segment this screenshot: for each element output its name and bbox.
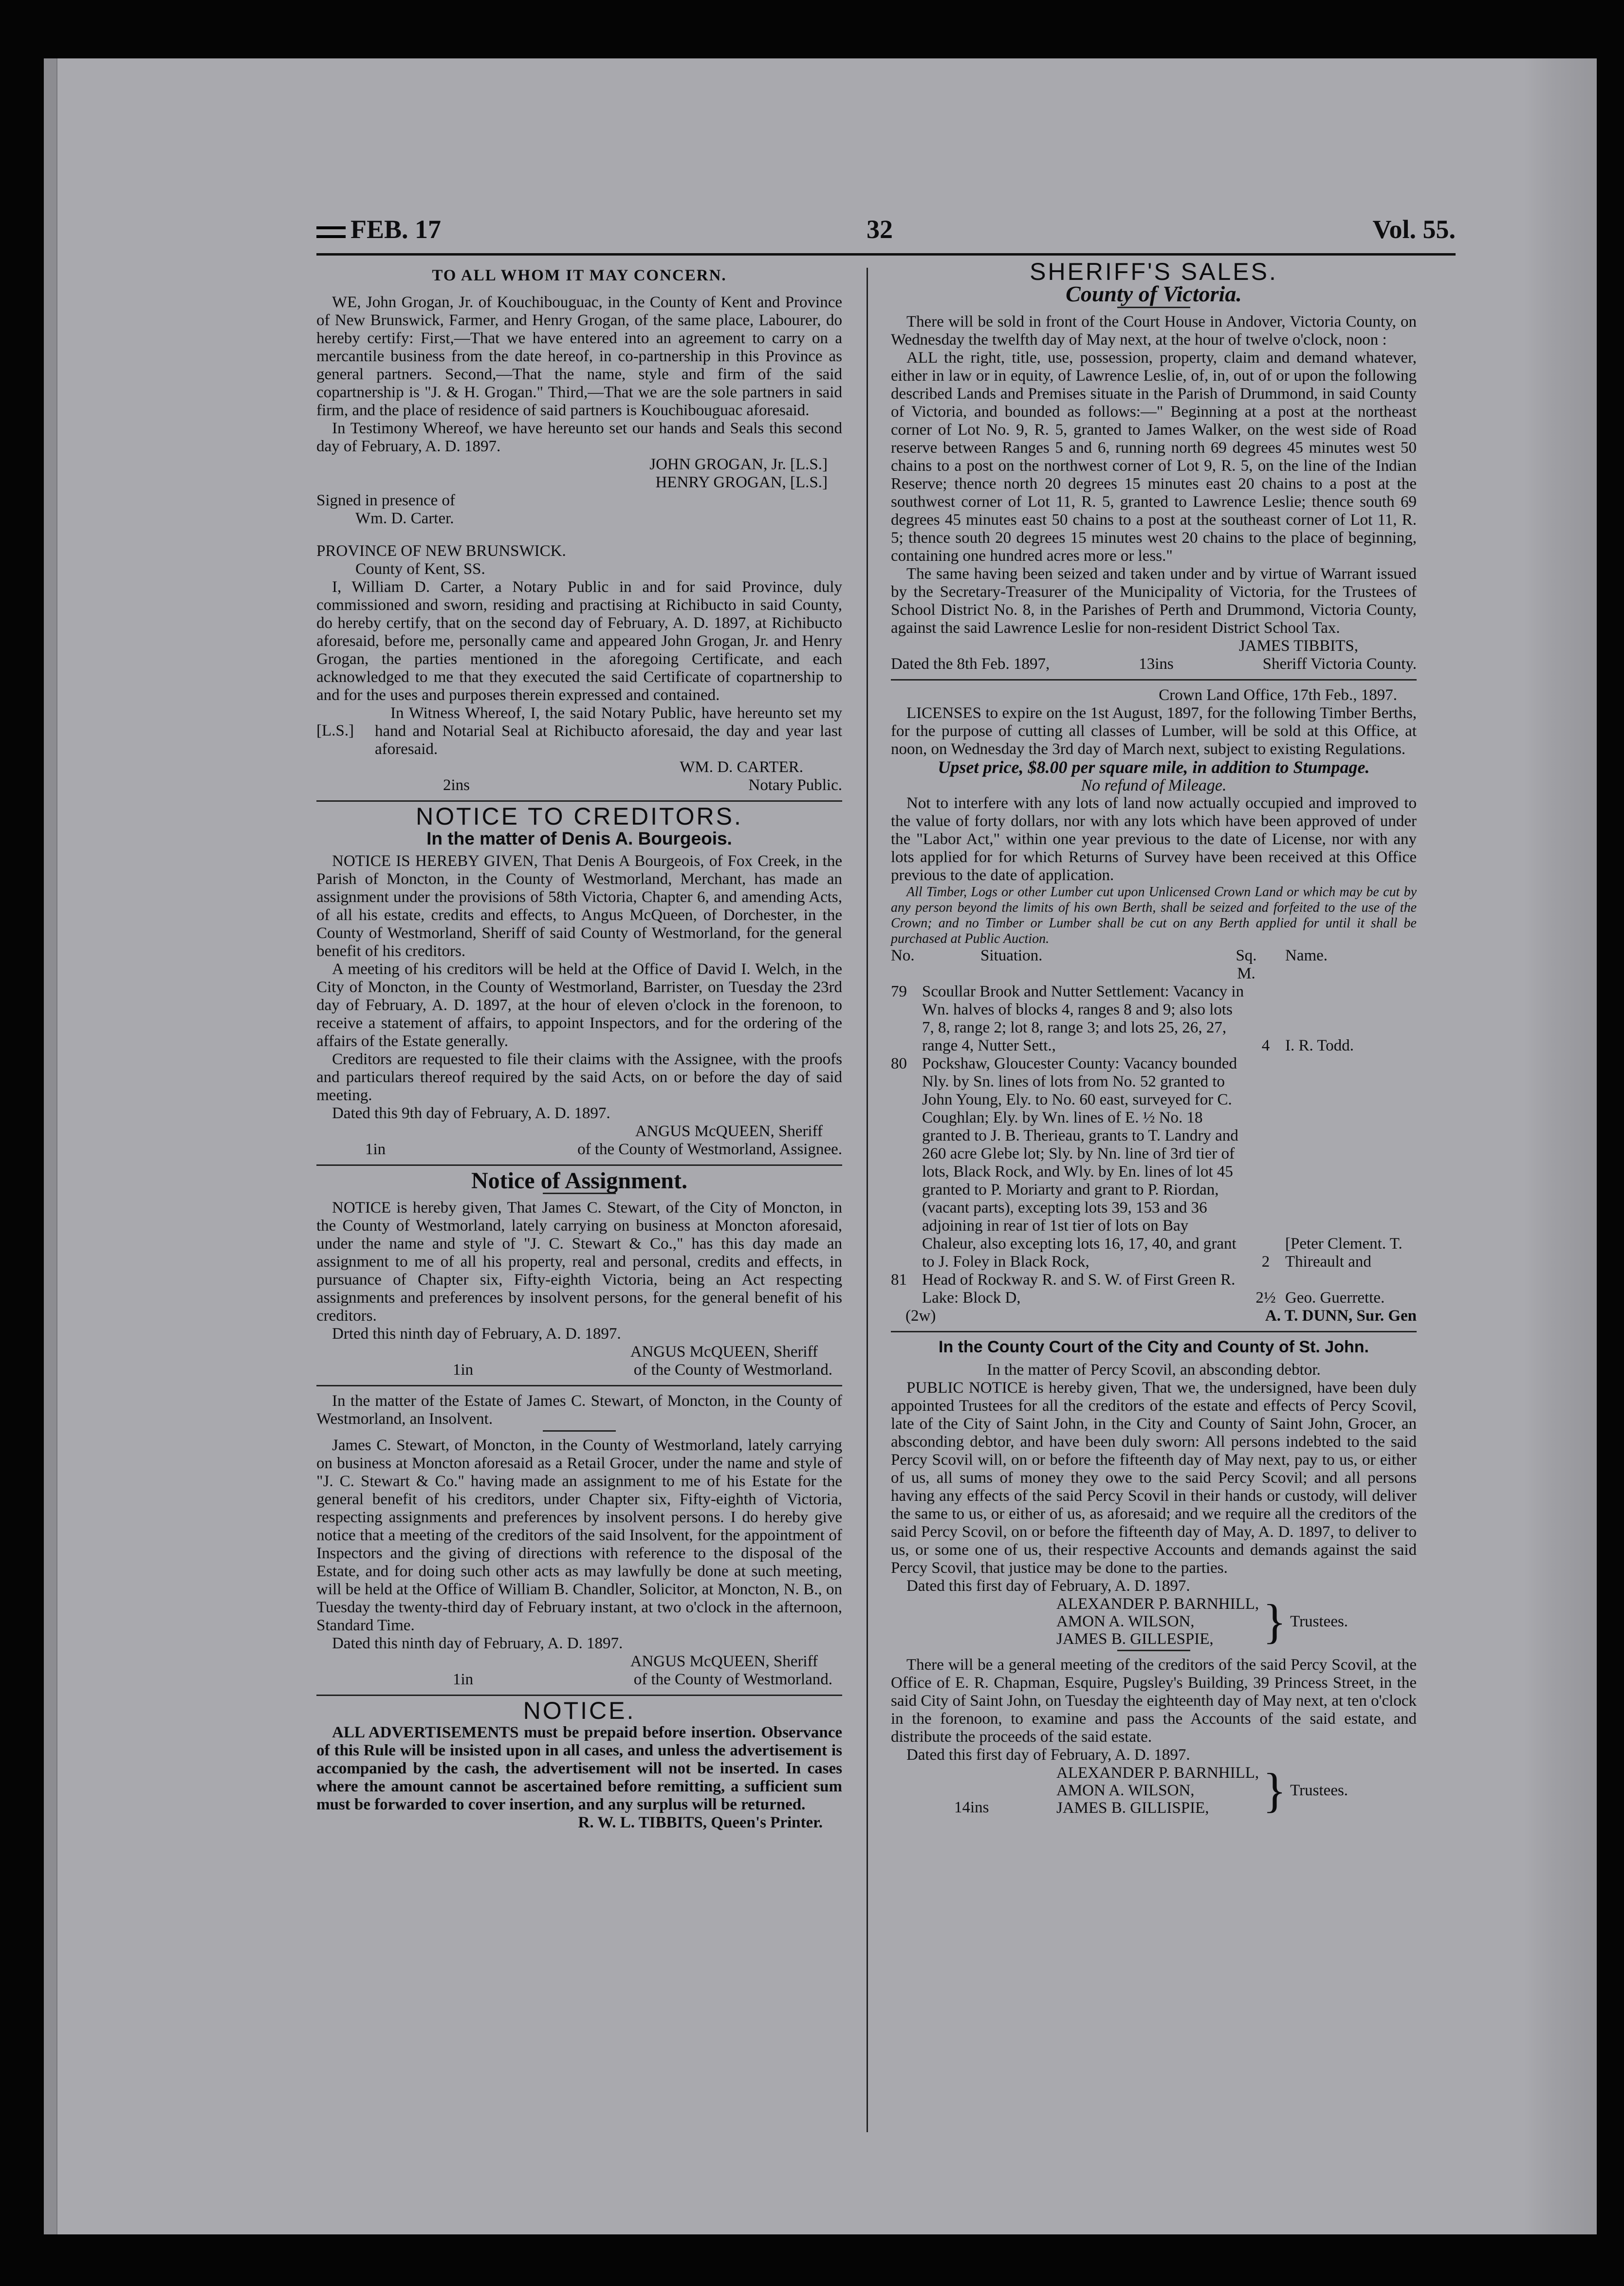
row-name: I. R. Todd. [1285,1037,1354,1054]
assignment-dated: Drted this ninth day of February, A. D. 1897. [332,1325,621,1343]
grogan-province: PROVINCE OF NEW BRUNSWICK. [316,542,566,560]
row-no: 81 [891,1271,907,1289]
crown-sig-footer [891,1307,1417,1325]
row-situation: Scoullar Brook and Nutter Settlement: Vacancy in Wn. halves of blocks 4, ranges 8 and 9; also lots 7, 8, range 2; lot 8, range 3; and lots 25, 26, 27, range 4, Nutter Sett., [922,983,1244,1054]
sheriff-sig2: Sheriff Victoria County. [1262,655,1417,673]
grogan-ins: 2ins [443,776,470,794]
left-column [316,263,842,1832]
trustee-2: AMON A. WILSON, [1056,1613,1195,1630]
sheriff-sig: JAMES TIBBITS, [1238,637,1358,655]
page-header [316,214,1456,248]
assignment-sig2: of the County of Westmorland. [633,1361,832,1379]
grogan-county: County of Kent, SS. [355,560,485,578]
creditors-subtitle: In the matter of Denis A. Bourgeois. [426,829,732,848]
col-situation: Situation. [980,947,1043,964]
section-rule [891,1331,1417,1332]
grogan-sig-1: JOHN GROGAN, Jr. [L.S.] [649,456,828,473]
grogan-witness-text: In Witness Whereof, I, the said Notary Public, have hereunto set my hand and Notarial Seal at Richibucto aforesaid, the day and year last aforesaid. [375,704,842,758]
crown-p3: All Timber, Logs or other Lumber cut upon Unlicensed Crown Land or which may be cut by any person beyond the limits of his own Berth, shall be seized and forfeited to the use of the Crown; and no Timber or Lumber shall be cut on any Berth applied for until it shall be purchased at Public Auction. [891,885,1417,946]
court-notice [891,1338,1417,1817]
row-situation: Head of Rockway R. and S. W. of First Green R. Lake: Block D, [922,1271,1236,1307]
sheriff-title: SHERIFF'S SALES. [1030,258,1278,285]
crown-ins: (2w) [905,1307,936,1325]
table-row [891,983,1417,1055]
brace-icon: } [1263,1594,1287,1648]
creditors-ins: 1in [365,1141,386,1158]
grogan-notary-title: Notary Public. [748,776,842,794]
crown-p1: LICENSES to expire on the 1st August, 1897, for the following Timber Berths, for the purpose of cutting all classes of Lumber, will be sold at this Office, at noon, on Wednesday the 3rd day of March next, subject to existing Regulations. [891,704,1417,758]
col-name: Name. [1285,947,1328,964]
grogan-notary-footer [316,776,842,794]
advertising-sig: R. W. L. TIBBITS, Queen's Printer. [578,1814,823,1831]
grogan-seal: [L.S.] [316,722,354,739]
trustee-names [1056,1595,1259,1648]
grogan-testimony: In Testimony Whereof, we have hereunto set our hands and Seals this second day of February, A. D. 1897. [316,420,842,455]
court-p2: There will be a general meeting of the creditors of the said Percy Scovil, at the Office of E. R. Chapman, Esquire, Pugsley's Building, 39 Princess Street, in the said City of Saint John, on Tuesday the eighteenth day of May next, at ten o'clock in the forenoon, to examine and pass the Accounts of the said estate, and distribute the proceeds of the said estate. [891,1656,1417,1746]
section-rule [316,1164,842,1166]
row-situation: Pockshaw, Gloucester County: Vacancy bounded Nly. by Sn. lines of lots from No. 52 granted to John Young, Ely. to No. 60 east, surveyed for C. Coughlan; Ely. by Wn. lines of E. ½ No. 18 granted to J. B. Therieau, grants to T. Landry and 260 acre Glebe lot; Sly. by Nn. line of 3rd tier of lots, Black Rock, and Wly. by En. lines of lot 45 granted to P. Moriarty and grant to P. Riordan, (vacant parts), excepting lots 39, 153 and 36 adjoining in rear of 1st tier of lots on Bay Chaleur, also excepting lots 16, 17, 40, and grant to J. Foley in Black Rock, [922,1055,1238,1271]
grogan-title: TO ALL WHOM IT MAY CONCERN. [432,267,727,284]
trustee-3: JAMES B. GILLISPIE, [1056,1799,1209,1817]
grogan-notice [316,267,842,794]
gazette-page [44,58,1597,2234]
crown-no-refund: No refund of Mileage. [1081,776,1227,794]
trustees-block-2 [891,1764,1417,1817]
trustee-2: AMON A. WILSON, [1056,1782,1195,1799]
creditors-p3: Creditors are requested to file their claims with the Assignee, with the proofs and particulars thereof required by the said Acts, on or before the day of said meeting. [316,1051,842,1104]
header-rule [316,253,1456,256]
page-spine-edge [44,58,57,2234]
grogan-notary-sig: WM. D. CARTER. [680,758,803,776]
court-ins: 14ins [954,1799,989,1816]
trustee-3: JAMES B. GILLESPIE, [1056,1630,1214,1648]
estate-p1: James C. Stewart, of Moncton, in the County of Westmorland, lately carrying on business at Moncton aforesaid as a Retail Grocer, under the name and style of "J. C. Stewart & Co." having made an assignment to me of his Estate for the general benefit of his creditors, under Chapter six, Fifty-eighth of Victoria, respecting assignments and preferences by insolvent persons. I do hereby give notice that a meeting of the creditors of the said Insolvent, for the appointment of Inspectors and the giving of directions with reference to the disposal of the Estate, and for doing such other acts as may lawfully be done at such meeting, will be held at the Office of William B. Chandler, Solicitor, at Moncton, N. B., on Tuesday the twenty-third day of February instant, at two o'clock in the afternoon, Standard Time. [316,1437,842,1634]
header-date-text: FEB. 17 [351,215,442,244]
row-no: 79 [891,983,907,1000]
page-number: 32 [867,215,893,244]
court-dated: Dated this first day of February, A. D. 1897. [906,1577,1190,1595]
trustees-label: Trustees. [1290,1612,1348,1630]
advertising-title: NOTICE. [523,1697,636,1724]
grogan-sig-2: HENRY GROGAN, [L.S.] [655,474,828,491]
crown-sig: A. T. DUNN, Sur. Gen [1265,1307,1417,1325]
crown-office: Crown Land Office, 17th Feb., 1897. [1159,686,1397,704]
sheriff-sig-footer [891,655,1417,673]
creditors-p2: A meeting of his creditors will be held at the Office of David I. Welch, in the City of Moncton, in the County of Westmorland, Barrister, on Tuesday the 23rd day of February, A. D. 1897, at the hour of eleven o'clock in the forenoon, to receive a statement of affairs, to appoint Inspectors, and for the ordering of the affairs of the Estate generally. [316,960,842,1050]
creditors-sig: ANGUS McQUEEN, Sheriff [635,1123,823,1140]
estate-sig-footer [316,1671,842,1689]
grogan-witness-name: Wm. D. Carter. [355,510,454,527]
row-sqm: 4 [1261,1037,1270,1054]
assignment-sig-footer [316,1361,842,1379]
row-sqm: 2½ [1255,1289,1276,1307]
court-p1: PUBLIC NOTICE is hereby given, That we, the undersigned, have been duly appointed Trustees for all the creditors of the estate and effects of Percy Scovil, late of the City of Saint John, in the City and County of Saint John, Grocer, an absconding debtor, and have been duly sworn: All persons indebted to the said Percy Scovil will, on or before the fifteenth day of May next, pay to us, or either of us, all sums of money they owe to the said Percy Scovil; and all persons having any effects of the said Percy Scovil in their hands or custody, will deliver the same to us, or either of us, as aforesaid; and we require all the creditors of the said Percy Scovil, on or before the fifteenth day of May, A. D. 1897, to deliver to us, or some one of us, their respective Accounts and demands against the said Percy Scovil, that justice may be done to the parties. [891,1379,1417,1577]
grogan-notary-text: I, William D. Carter, a Notary Public in and for said Province, duly commissioned and sworn, residing and practising at Richibucto in said County, do hereby certify, that on the second day of February, A. D. 1897, at Richibucto aforesaid, before me, personally came and appeared John Grogan, Jr. and Henry Grogan, the parties mentioned in the aforegoing Certificate, and each acknowledged to me that they executed the said Certificate of copartnership to and for the uses and purposes therein expressed and contained. [316,578,842,704]
estate-notice [316,1392,842,1689]
estate-title: In the matter of the Estate of James C. Stewart, of Moncton, in the County of Westmorland, an Insolvent. [316,1392,842,1428]
court-title: In the County Court of the City and County of St. John. [939,1338,1369,1356]
sheriff-dated: Dated the 8th Feb. 1897, [891,655,1050,673]
trustees-block [891,1595,1417,1648]
crown-p2: Not to interfere with any lots of land now actually occupied and improved to the value of forty dollars, nor with any lots which have been approved of under the "Labor Act," within one year previous to the date of License, nor with any lots applied for for which Returns of Survey have been received at this Office previous to the date of application. [891,794,1417,884]
grogan-presence: Signed in presence of [316,492,455,509]
creditors-dated: Dated this 9th day of February, A. D. 1897. [332,1105,610,1122]
col-no: No. [891,947,915,964]
creditors-title: NOTICE TO CREDITORS. [416,803,743,830]
column-divider [867,268,868,2132]
crown-land-notice [891,686,1417,1325]
col-sqm: Sq. M. [1236,947,1257,982]
table-row [891,1055,1417,1271]
short-rule [543,1430,616,1432]
crown-upset-price: Upset price, $8.00 per square mile, in addition to Stumpage. [938,757,1370,777]
trustee-names-2 [1056,1764,1259,1817]
row-name: [Peter Clement. T. Thireault and [1285,1235,1403,1271]
trustee-1: ALEXANDER P. BARNHILL, [1056,1595,1259,1613]
trustees-label-2: Trustees. [1290,1781,1348,1799]
table-row [891,1271,1417,1307]
section-rule [316,800,842,802]
short-rule [1117,1650,1190,1651]
estate-dated: Dated this ninth day of February, A. D. 1897. [332,1635,623,1652]
short-rule [1117,307,1190,308]
row-no: 80 [891,1055,907,1072]
assignment-ins: 1in [453,1361,474,1379]
court-dated-2: Dated this first day of February, A. D. 1897. [906,1746,1190,1764]
sheriff-sale [891,258,1417,673]
row-sqm: 2 [1261,1253,1270,1271]
section-rule [316,1385,842,1386]
section-rule [891,679,1417,681]
advertising-body: ALL ADVERTISEMENTS must be prepaid before insertion. Observance of this Rule will be insisted upon in all cases, and unless the advertisement is accompanied by the cash, the advertisement will not be inserted. In cases where the amount cannot be ascertained before remitting, a sufficient sum must be forwarded to cover insertion, and any surplus will be returned. [316,1724,842,1813]
sheriff-p1: There will be sold in front of the Court House in Andover, Victoria County, on Wednesday the twelfth day of May next, at the hour of twelve o'clock, noon : [891,313,1417,349]
assignment-sig: ANGUS McQUEEN, Sheriff [630,1343,818,1361]
estate-ins: 1in [453,1671,474,1688]
header-date [316,214,441,244]
estate-sig2: of the County of Westmorland. [633,1671,832,1688]
brace-icon: } [1263,1763,1287,1817]
header-ornament [316,226,346,238]
sheriff-county: County of Victoria. [1066,281,1242,306]
estate-sig: ANGUS McQUEEN, Sheriff [630,1653,818,1670]
row-name: Geo. Guerrette. [1285,1289,1385,1307]
sheriff-ins: 13ins [1139,655,1174,673]
assignment-notice [316,1168,842,1379]
sheriff-p3: The same having been seized and taken under and by virtue of Warrant issued by the Secretary-Treasurer of the Municipality of Victoria, for the Trustees of School District No. 8, in the Parishes of Perth and Drummond, Victoria County, against the said Lawrence Leslie for non-resident District School Tax. [891,565,1417,637]
trustee-1: ALEXANDER P. BARNHILL, [1056,1764,1259,1782]
creditors-notice [316,803,842,1159]
section-rule [316,1695,842,1696]
assignment-p1: NOTICE is hereby given, That James C. Stewart, of the City of Moncton, in the County of Westmorland, lately carrying on business at Moncton aforesaid, under the name and style of "J. C. Stewart & Co.," has this day made an assignment to me of all his property, real and personal, credits and effects, in pursuance of Chapter six, Fifty-eighth Victoria, being an Act respecting assignments and preferences by insolvent persons, for the general benefit of his creditors. [316,1199,842,1325]
advertising-notice [316,1697,842,1832]
berth-table-header [891,947,1417,983]
volume-number: Vol. 55. [1372,215,1456,244]
right-column [891,258,1417,1817]
assignment-title: Notice of Assignment. [471,1168,687,1194]
page-right-margin [1524,58,1597,2234]
creditors-sig-footer [316,1141,842,1159]
creditors-p1: NOTICE IS HEREBY GIVEN, That Denis A Bourgeois, of Fox Creek, in the Parish of Moncton, in the County of Westmorland, Merchant, has made an assignment under the provisions of 58th Victoria, Chapter 6, and amending Acts, of all his estate, credits and effects, to Angus McQueen, of Dorchester, in the County of Westmorland, Sheriff of said County of Westmorland, for the general benefit of his creditors. [316,852,842,960]
grogan-body: WE, John Grogan, Jr. of Kouchibouguac, in the County of Kent and Province of New Brunswick, Farmer, and Henry Grogan, of the same place, Labourer, do hereby certify: First,—That we have entered into an agreement to carry on a mercantile business from the date hereof, in co-partnership in this Province as general partners. Second,—That the name, style and firm of the said copartnership is "J. & H. Grogan." Third,—That we are the sole partners in said firm, and the place of residence of said partners is Kouchibouguac aforesaid. [316,294,842,419]
creditors-sig2: of the County of Westmorland, Assignee. [577,1141,842,1158]
sheriff-p2: ALL the right, title, use, possession, property, claim and demand whatever, either in law or in equity, of Lawrence Leslie, of, in, out of or upon the following described Lands and Premises situate in the Parish of Drummond, in said County of Victoria, and bounded as follows:—" Beginning at a post at the northeast corner of Lot No. 9, R. 5, granted to James Walker, on the west side of Road reserve between Ranges 5 and 6, running north 69 degrees 45 minutes west 50 chains to a post on the northwest corner of Lot 9, R. 5, on the line of the Indian Reserve; thence north 20 degrees 15 minutes east 20 chains to a post at the southwest corner of Lot 11, R. 5, granted to Lawrence Leslie; thence south 69 degrees 45 minutes east 50 chains to a post at the southeast corner of Lot 11, R. 5; thence south 20 degrees 15 minutes west 20 chains to the place of beginning, containing one hundred acres more or less." [891,349,1417,565]
court-subtitle: In the matter of Percy Scovil, an absconding debtor. [987,1361,1321,1379]
